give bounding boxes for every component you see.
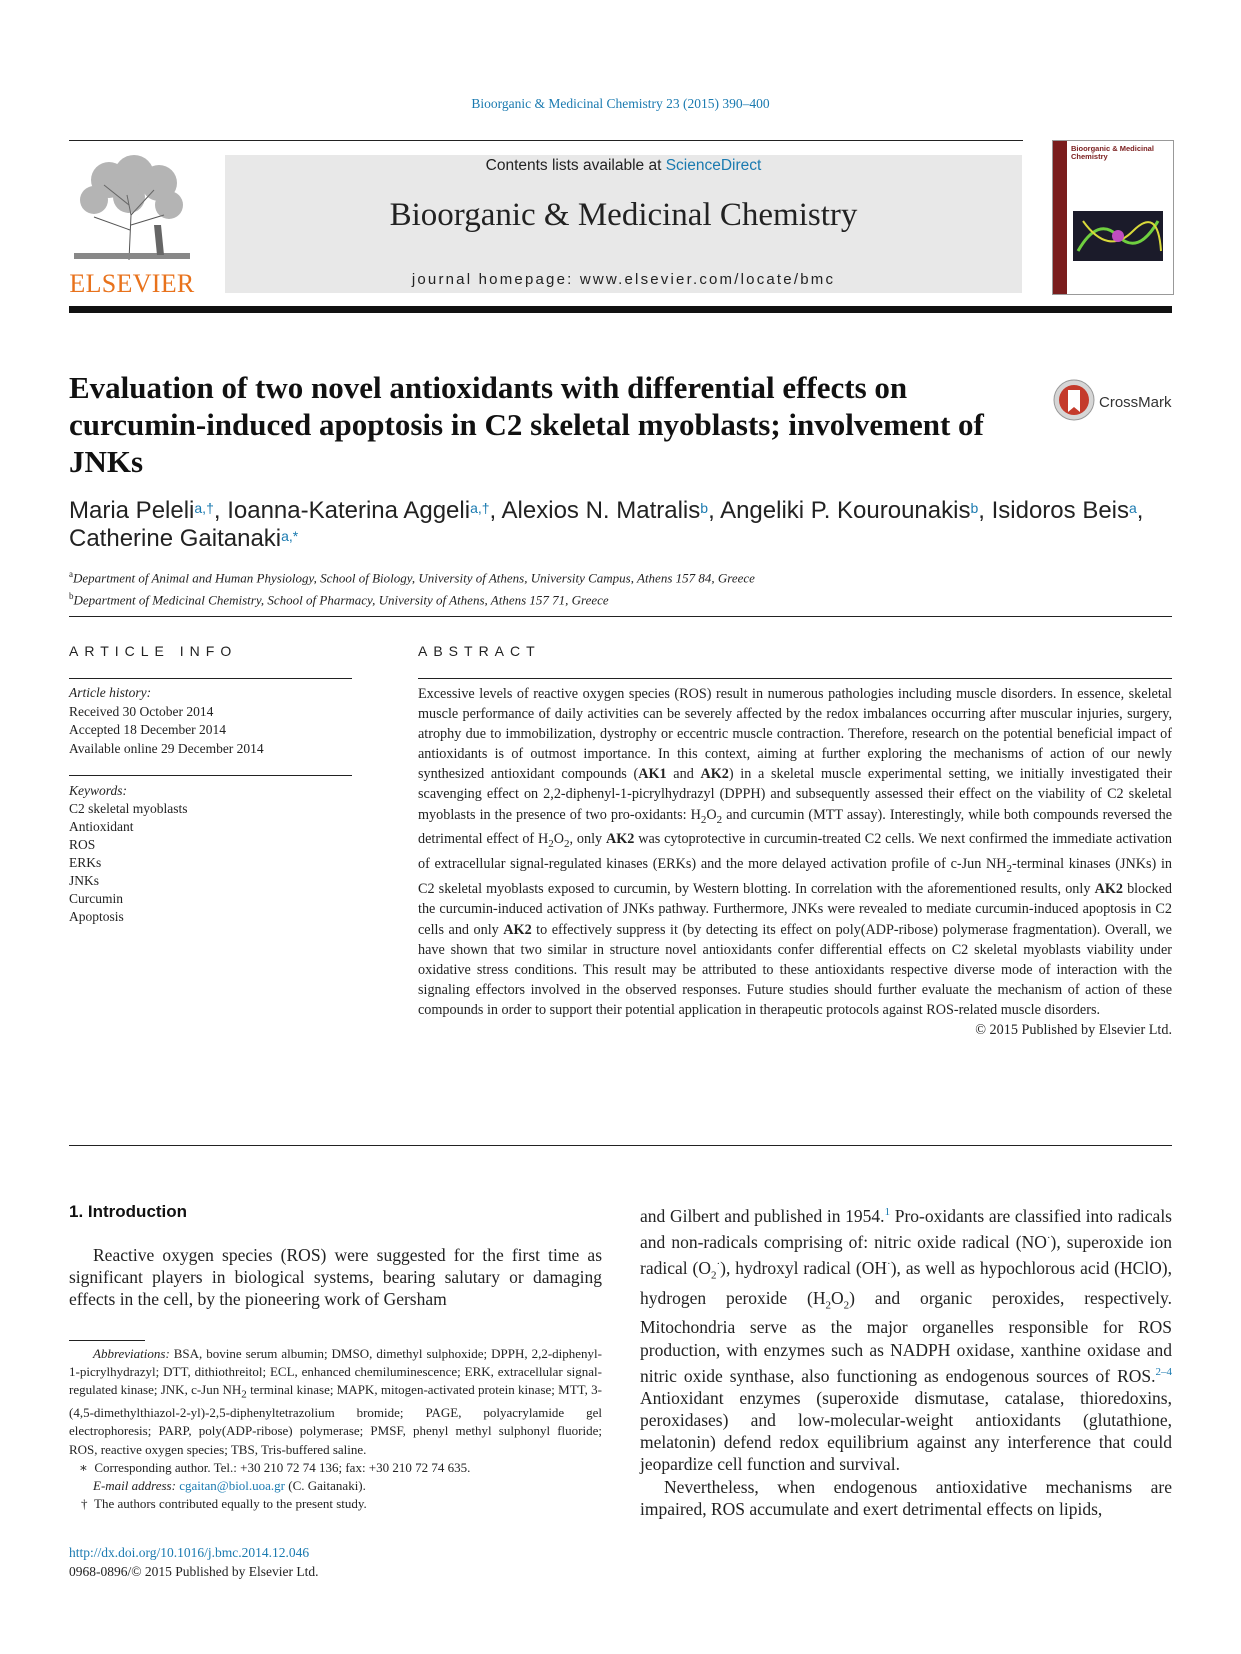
email-link[interactable]: cgaitan@biol.uoa.gr [179, 1478, 286, 1494]
contents-prefix: Contents lists available at [485, 157, 666, 174]
author-name[interactable]: Isidoros Beis [991, 497, 1129, 524]
affiliations [69, 565, 1169, 610]
affiliation-rule [69, 616, 1172, 617]
footnotes [69, 1345, 602, 1513]
abstract-copyright: © 2015 Published by Elsevier Ltd. [975, 1021, 1172, 1038]
history-accepted: Accepted 18 December 2014 [69, 722, 227, 737]
affiliation-b [69, 587, 1169, 609]
crossmark-icon [1052, 378, 1096, 422]
abstract-body: Excessive levels of reactive oxygen species (ROS) result in numerous pathologies including muscle disorders. In essence, skeletal muscle performance of daily activities can be severely affected by the redox imbalances occurring after muscular injuries, surgery, atrophy due to immobilization, dystrophy or eccentric muscle contraction. Therefore, research on the potential beneficial impact of antioxidants is of outmost importance. In this context, aiming at further exploring the mechanisms of action of our newly synthesized antioxidant compounds (AK1 and AK2) in a skeletal muscle experimental setting, we initially investigated their scavenging effect on 2,2-diphenyl-1-picrylhydrazyl (DPPH) and subsequently assessed their effect on the viability of C2 skeletal myoblasts in the presence of two pro-oxidants: $H_2O_2$ and curcumin (MTT assay). Interestingly, while both compounds reversed the detrimental effect of $H_2O_2$, only AK2 was cytoprotective in curcumin-treated C2 cells. We next confirmed the immediate activation of extracellular signal-regulated kinases (ERKs) and the more delayed activation profile of c-Jun $NH_2$-terminal kinases (JNKs) in C2 skeletal myoblasts exposed to curcumin, by Western blotting. In correlation with the aforementioned results, only AK2 blocked the curcumin-induced activation of JNKs pathway. Furthermore, JNKs were revealed to mediate curcumin-induced apoptosis in C2 cells and only AK2 to effectively suppress it (by detecting its effect on poly(ADP-ribose) polymerase fragmentation). Overall, we have shown that two similar in structure novel antioxidants confer differential effects on C2 skeletal myoblasts viability under oxidative stress conditions. This result may be attributed to these antioxidants respective diverse mode of interaction with the signaling effectors involved in the observed responses. Future studies should further evaluate the mechanism of action of these compounds in order to support their potential application in therapeutic protocols against ROS-related muscle disorders. © 2015 Published by Elsevier Ltd. [418, 684, 1172, 1040]
abstract-rule [418, 678, 1172, 679]
author-affil-mark[interactable]: a,† [194, 500, 214, 516]
article-title: Evaluation of two novel antioxidants with differential effects on curcumin-induced apoptosis in C2 skeletal myoblasts; involvement of JNKs [69, 370, 984, 479]
affiliation-mark: a [69, 569, 73, 579]
crossmark-badge[interactable] [1052, 378, 1182, 422]
compound-ak2: AK2 [700, 766, 729, 783]
affiliation-text: Department of Medicinal Chemistry, School of Pharmacy, University of Athens, Athens 157 71, Greece [73, 592, 609, 608]
elsevier-logo[interactable] [69, 155, 195, 298]
author-name[interactable]: Angeliki P. Kourounakis [720, 497, 971, 524]
issn-line: 0968-0896/© 2015 Published by Elsevier Ltd. [69, 1564, 319, 1579]
history-online: Available online 29 December 2014 [69, 740, 264, 756]
author-affil-mark[interactable]: a,* [281, 528, 299, 544]
keyword: ROS [69, 837, 96, 852]
abstract-end-rule [69, 1145, 1172, 1146]
history-label: Article history: [69, 685, 152, 700]
keyword: ERKs [69, 855, 102, 870]
elsevier-wordmark: ELSEVIER [69, 269, 195, 298]
affiliation-mark: b [69, 591, 74, 602]
doi-block [69, 1543, 319, 1581]
header-rule [69, 140, 1023, 141]
compound-ak1: AK1 [638, 766, 667, 783]
cover-title: Bioorganic & Medicinal Chemistry [1071, 144, 1154, 161]
keywords-rule [69, 775, 352, 776]
author-name[interactable]: Catherine Gaitanaki [69, 525, 282, 552]
history-received: Received 30 October 2014 [69, 703, 214, 719]
cover-image [1073, 211, 1163, 261]
author-list: Maria Peleli$^{a,\dagger}$, Ioanna-Katerina Aggeli$^{a,\dagger}$, Alexios N. Matralis$^b$, Angeliki P. Kourounakis$^b$, Isidoros Beis$^a$, Catherine Gaitanaki$^{a,*}$ [69, 497, 1144, 552]
keywords-label: Keywords: [69, 783, 127, 798]
abstract-heading: ABSTRACT [418, 643, 541, 659]
intro-paragraph: and Gilbert and published in 1954.$^1$ Pro-oxidants are classified into radicals and non-radicals comprising of: nitric oxide radical (NO·), superoxide ion radical $(O_2^\cdot)$, hydroxyl radical (OH·), as well as hypochlorous acid (HClO), hydrogen peroxide $(H_2O_2)$ and organic peroxides, respectively. Mitochondria serve as the major organelles responsible for ROS production, with enzymes such as NADPH oxidase, xanthine oxidase and nitric oxide synthase, also functioning as endogenous sources of ROS.$^{2-4}$ Antioxidant enzymes (superoxide dismutase, catalase, thioredoxins, peroxidases) and low-molecular-weight antioxidants (glutathione, melatonin) defend redox equilibrium against any interference that could jeopardize cell function and survival. [640, 1205, 1172, 1475]
journal-citation[interactable]: Bioorganic & Medicinal Chemistry 23 (2015) 390–400 [471, 96, 770, 111]
equal-contribution-footnote: † The authors contributed equally to the present study. [81, 1496, 367, 1512]
masthead-thick-rule [69, 306, 1172, 313]
keyword: Curcumin [69, 891, 123, 906]
journal-name: Bioorganic & Medicinal Chemistry [389, 197, 858, 233]
reference-link[interactable]: 2–4 [1155, 1365, 1172, 1378]
author-name[interactable]: Ioanna-Katerina Aggeli [227, 497, 471, 524]
intro-left-column [69, 1244, 602, 1311]
email-footnote: E-mail address: cgaitan@biol.uoa.gr (C. Gaitanaki). [93, 1478, 366, 1494]
article-info-heading: ARTICLE INFO [69, 643, 238, 659]
doi-link[interactable]: http://dx.doi.org/10.1016/j.bmc.2014.12.046 [69, 1545, 310, 1560]
affiliation-text: Department of Animal and Human Physiology, School of Biology, University of Athens, University Campus, Athens 157 84, Greece [73, 570, 755, 586]
tree-icon [69, 155, 195, 265]
keyword: Antioxidant [69, 819, 134, 834]
journal-homepage[interactable]: journal homepage: www.elsevier.com/locate/bmc [411, 271, 836, 288]
intro-paragraph: Nevertheless, when endogenous antioxidative mechanisms are impaired, ROS accumulate and exert detrimental effects on lipids, [640, 1476, 1172, 1519]
author-affil-mark[interactable]: b [700, 500, 709, 516]
author-name[interactable]: Alexios N. Matralis [501, 497, 701, 524]
introduction-heading: 1. Introduction [69, 1202, 188, 1221]
corresponding-footnote: ∗ Corresponding author. Tel.: +30 210 72 74 136; fax: +30 210 72 74 635. [79, 1459, 471, 1475]
journal-cover[interactable] [1052, 140, 1174, 295]
article-history [69, 684, 352, 758]
keyword: JNKs [69, 873, 100, 888]
crossmark-label: CrossMark [1099, 394, 1172, 411]
intro-right-column [640, 1201, 1172, 1520]
journal-masthead [225, 155, 1022, 293]
author-affil-mark[interactable]: b [970, 500, 979, 516]
footnote-rule [69, 1340, 145, 1341]
abbreviations-footnote: Abbreviations: BSA, bovine serum albumin; DMSO, dimethyl sulphoxide; DPPH, 2,2-diphenyl-1-picrylhydrazyl; DTT, dithiothreitol; ECL, enhanced chemiluminescence; ERK, extracellular signal-regulated kinase; JNK, c-Jun $NH_2$ terminal kinase; MAPK, mitogen-activated protein kinase; MTT, 3-(4,5-dimethylthiazol-2-yl)-2,5-diphenyltetrazolium bromide; PAGE, polyacrylamide gel electrophoresis; PARP, poly(ADP-ribose) polymerase; PMSF, phenyl methyl sulphonyl fluoride; ROS, reactive oxygen species; TBS, Tris-buffered saline. [69, 1346, 602, 1457]
contents-line [225, 157, 1022, 175]
cover-band [1053, 141, 1067, 294]
reference-link[interactable]: 1 [884, 1206, 891, 1218]
sciencedirect-link[interactable]: ScienceDirect [665, 157, 762, 174]
author-name[interactable]: Maria Peleli [69, 497, 195, 524]
keywords [69, 782, 352, 926]
article-info-rule [69, 678, 352, 679]
author-affil-mark[interactable]: a [1129, 500, 1137, 516]
author-affil-mark[interactable]: a,† [470, 500, 490, 516]
keyword: C2 skeletal myoblasts [69, 801, 188, 816]
intro-paragraph: Reactive oxygen species (ROS) were suggested for the first time as significant players in biological systems, bearing salutary or damaging effects in the cell, by the pioneering work of Gersham [69, 1245, 602, 1310]
keyword: Apoptosis [69, 909, 124, 924]
affiliation-a [69, 565, 1169, 587]
